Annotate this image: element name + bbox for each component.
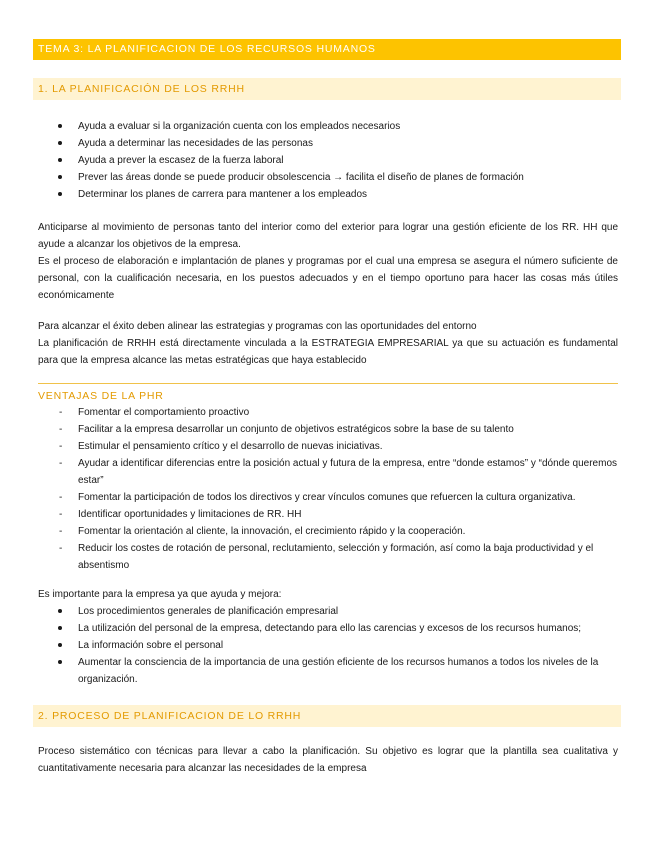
list-item: Aumentar la consciencia de la importancia de una gestión eficiente de los recursos humanos a todos los niveles de la organización. [56, 654, 618, 688]
section-1-heading: 1. LA PLANIFICACIÓN DE LOS RRHH [33, 78, 621, 100]
paragraph: La planificación de RRHH está directamente vinculada a la ESTRATEGIA EMPRESARIAL ya que su actuación es fundamental para que la empresa alcance las metas estratégicas que haya establecido [38, 338, 618, 366]
paragraph: Es el proceso de elaboración e implantación de planes y programas por el cual una empresa se asegura el número suficiente de personal, con la cualificación necesaria, en los puestos adecuados y en el tiempo oportuno para hacer las cosas más útiles económicamente [38, 256, 618, 301]
paragraph: Es importante para la empresa ya que ayuda y mejora: [38, 589, 282, 600]
chapter-banner: TEMA 3: LA PLANIFICACION DE LOS RECURSOS HUMANOS [33, 39, 621, 60]
list-item: Determinar los planes de carrera para mantener a los empleados [56, 186, 618, 203]
section-2-heading: 2. PROCESO DE PLANIFICACION DE LO RRHH [33, 705, 621, 727]
list-item: La utilización del personal de la empresa, detectando para ello las carencias y excesos de los recursos humanos; [56, 620, 618, 637]
ventajas-heading: VENTAJAS DE LA PHR [38, 390, 164, 402]
section-1-bullet-list [56, 118, 618, 203]
divider [38, 383, 618, 384]
list-item: - Facilitar a la empresa desarrollar un conjunto de objetivos estratégicos sobre la base de su talento [56, 421, 618, 438]
list-item: La información sobre el personal [56, 637, 618, 654]
paragraph: Proceso sistemático con técnicas para llevar a cabo la planificación. Su objetivo es lograr que la plantilla sea cualitativa y cuantitativamente necesaria para alcanzar las necesidades de la empresa [38, 746, 618, 774]
list-item: Prever las áreas donde se puede producir obsolescencia → facilita el diseño de planes de formación [56, 169, 618, 186]
list-item: Ayuda a evaluar si la organización cuenta con los empleados necesarios [56, 118, 618, 135]
list-item: - Fomentar la orientación al cliente, la innovación, el crecimiento rápido y la cooperación. [56, 523, 618, 540]
list-item: - Reducir los costes de rotación de personal, reclutamiento, selección y formación, así como la baja productividad y el absentismo [56, 540, 618, 574]
list-item: - Identificar oportunidades y limitaciones de RR. HH [56, 506, 618, 523]
list-item: - Fomentar el comportamiento proactivo [56, 404, 618, 421]
list-item: - Fomentar la participación de todos los directivos y crear vínculos comunes que refuercen la cultura organizativa. [56, 489, 618, 506]
list-item: - Ayudar a identificar diferencias entre la posición actual y futura de la empresa, entre “donde estamos” y “dónde queremos estar” [56, 455, 618, 489]
paragraph: Anticiparse al movimiento de personas tanto del interior como del exterior para lograr una gestión eficiente de los RR. HH que ayude a alcanzar los objetivos de la empresa. [38, 222, 618, 250]
importante-bullet-list [56, 603, 618, 688]
list-item: Los procedimientos generales de planificación empresarial [56, 603, 618, 620]
list-item: Ayuda a prever la escasez de la fuerza laboral [56, 152, 618, 169]
ventajas-list [56, 404, 618, 574]
list-item: Ayuda a determinar las necesidades de las personas [56, 135, 618, 152]
paragraph: Para alcanzar el éxito deben alinear las estrategias y programas con las oportunidades del entorno [38, 321, 477, 332]
list-item: - Estimular el pensamiento crítico y el desarrollo de nuevas iniciativas. [56, 438, 618, 455]
